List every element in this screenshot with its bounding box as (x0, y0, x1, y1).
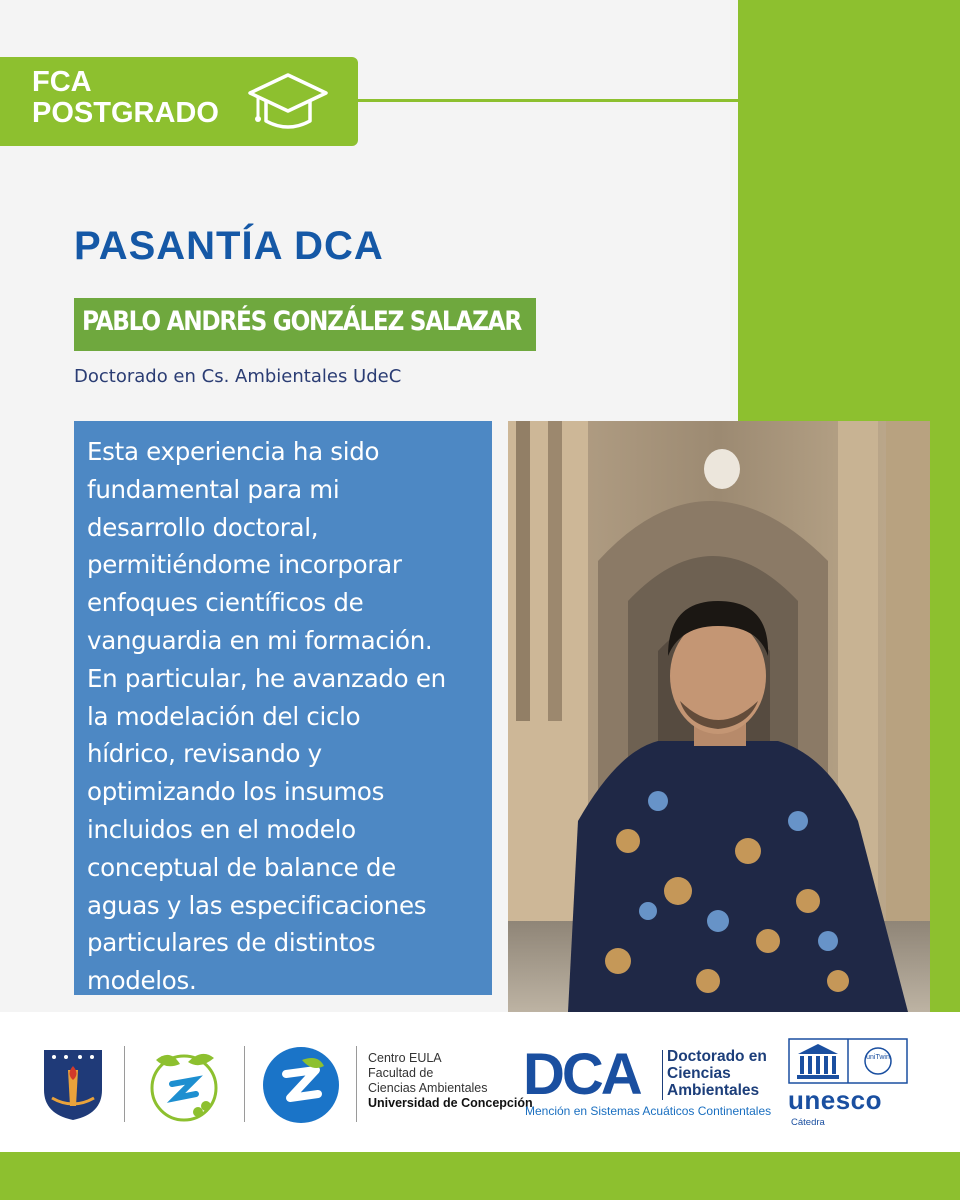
fca-postgrado-badge (0, 57, 358, 146)
logo-divider (244, 1046, 245, 1122)
unesco-catedra: Cátedra (791, 1117, 825, 1128)
udec-shield-logo (42, 1048, 104, 1122)
dca-logo-letters: DCA (523, 1042, 640, 1107)
testimonial-text: Esta experiencia ha sido fundamental para mi desarrollo doctoral, permitiéndome incorporar enfoques científicos de vanguardia en mi formación. En particular, he avanzado en la modelación del ciclo hídrico, revisando y optimizando los insumos incluidos en el modelo conceptual de balance de aguas y las especificaciones particulares de distintos modelos. (87, 437, 446, 996)
unitwin-label: uniTwin (866, 1054, 890, 1061)
logo-divider (124, 1046, 125, 1122)
graduation-cap-icon (246, 69, 330, 135)
name-banner (74, 298, 536, 351)
dca-divider (662, 1050, 663, 1100)
eula-logo-text: Centro EULA Facultad de Ciencias Ambientales Universidad de Concepción (368, 1051, 533, 1110)
testimonial-box (74, 421, 492, 995)
badge-divider-line (358, 99, 738, 102)
logo-divider (356, 1046, 357, 1122)
unesco-temple-icon (788, 1038, 908, 1084)
badge-line1: FCA (32, 66, 92, 98)
badge-line2: POSTGRADO (32, 97, 219, 129)
dca-logo-subtitle: Mención en Sistemas Acuáticos Continentales (525, 1104, 772, 1118)
dca-logo-text: Doctorado en Ciencias Ambientales (667, 1048, 767, 1099)
unesco-wordmark: unesco (788, 1085, 883, 1115)
portrait-photo (508, 421, 930, 1012)
page-title: PASANTÍA DCA (74, 224, 384, 268)
eula-circle-logo (262, 1046, 340, 1124)
program-subtitle: Doctorado en Cs. Ambientales UdeC (74, 366, 402, 387)
person-name: PABLO ANDRÉS GONZÁLEZ SALAZAR (82, 306, 521, 337)
bottom-bar (0, 1152, 960, 1200)
eco-leaf-logo (136, 1048, 232, 1124)
